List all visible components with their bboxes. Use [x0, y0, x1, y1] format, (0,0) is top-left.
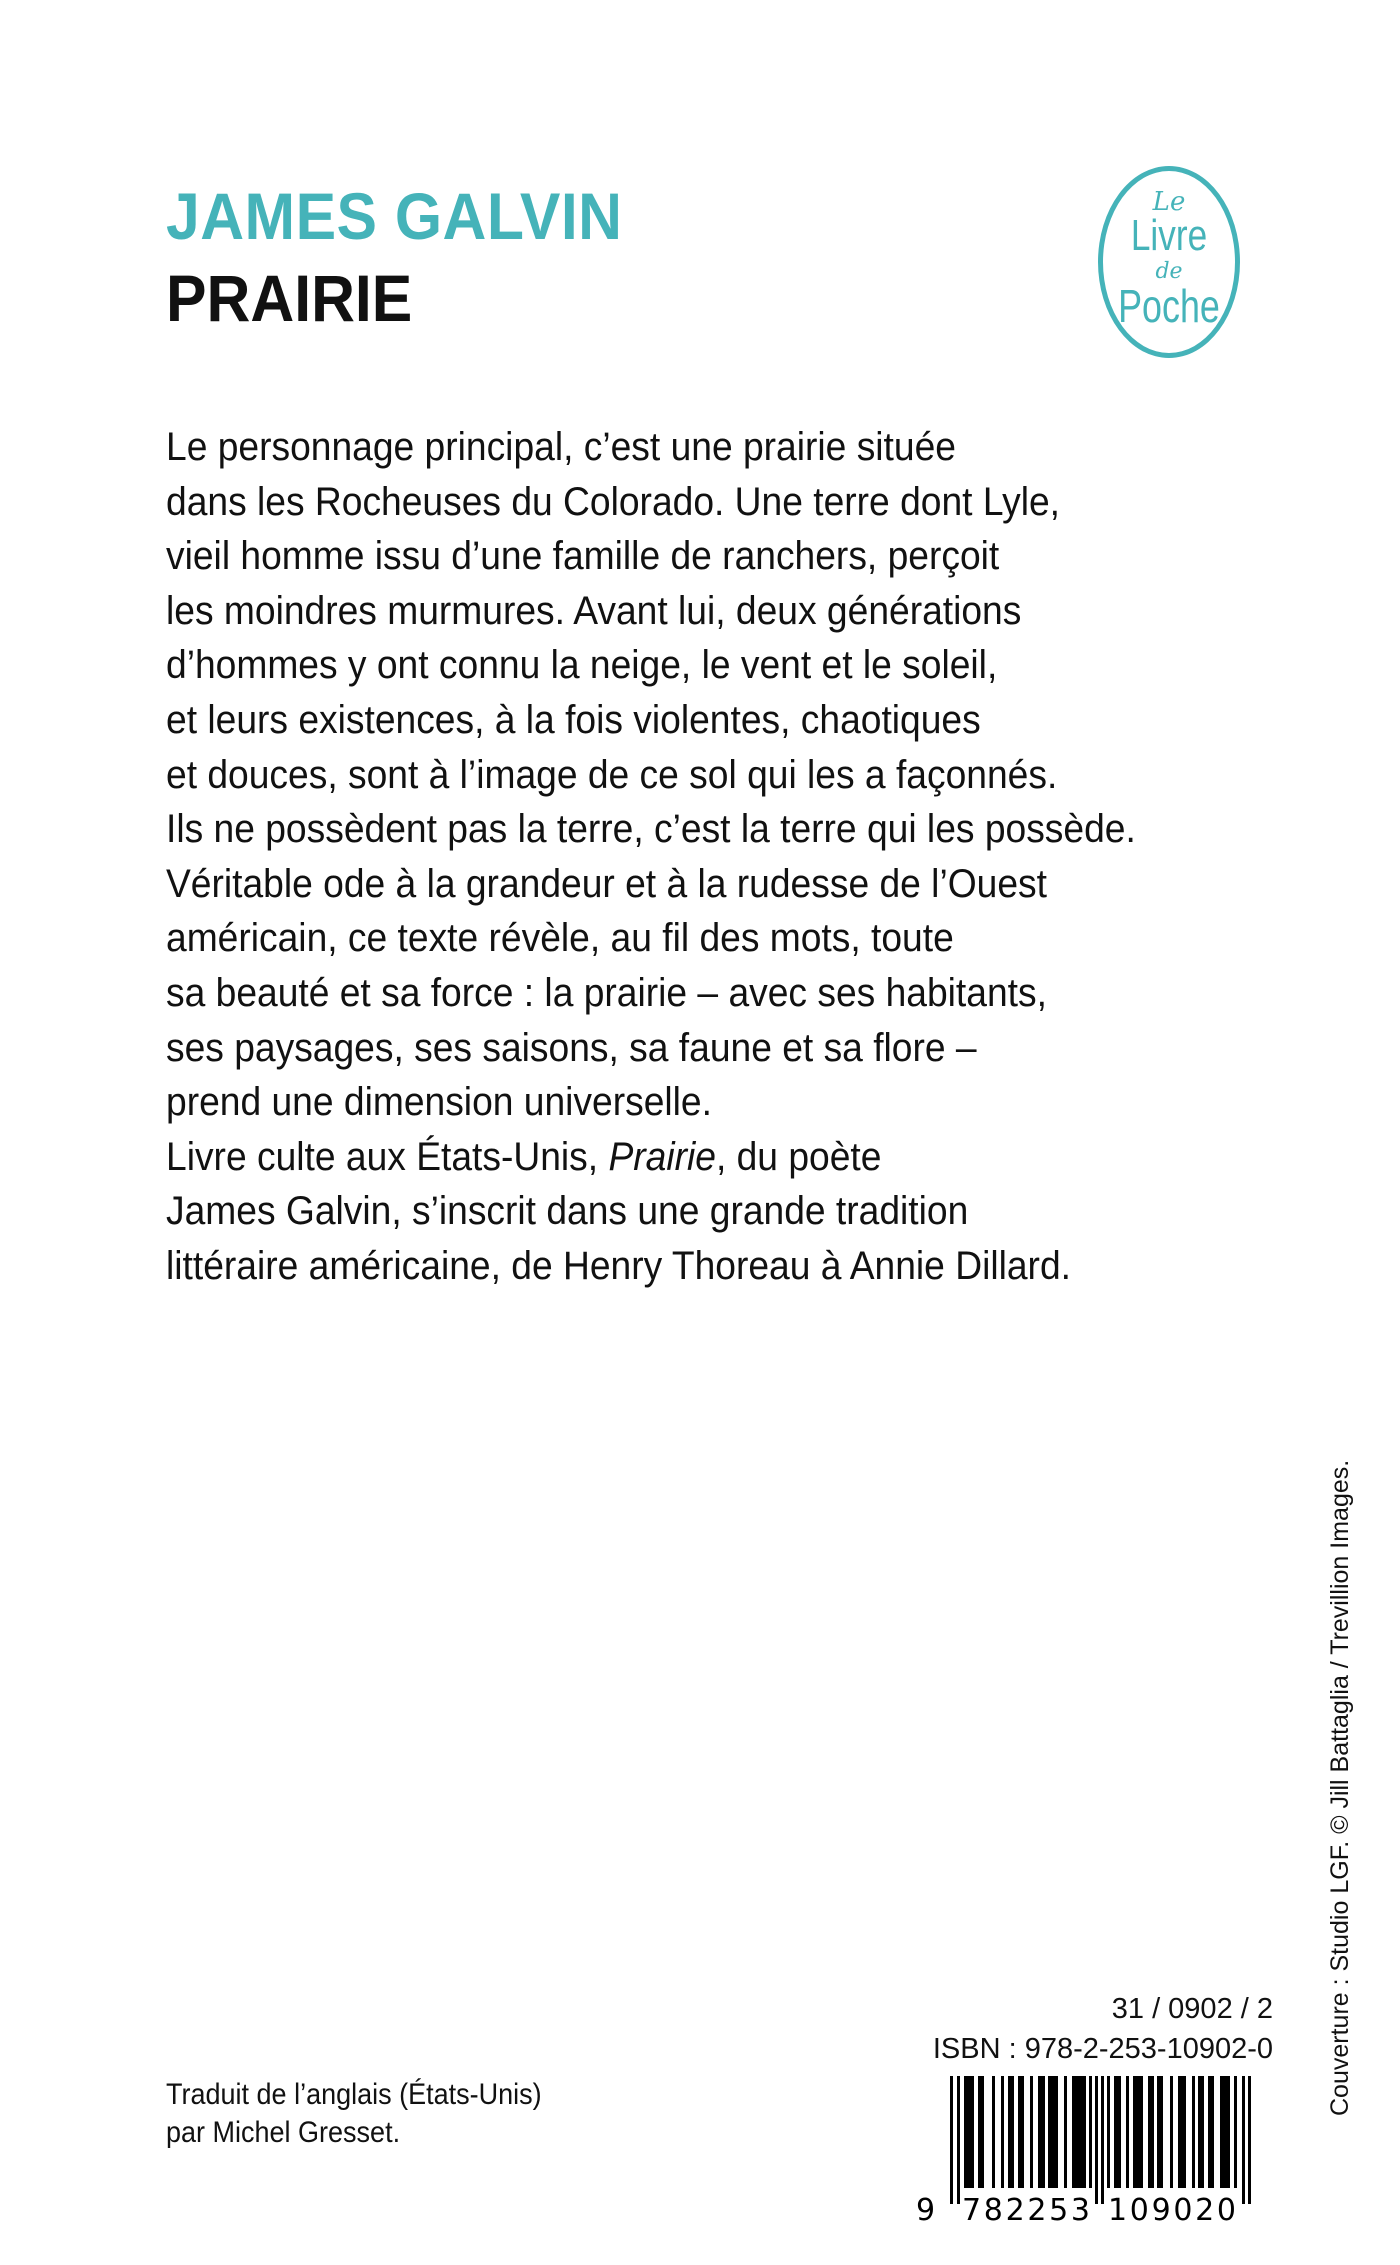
logo-text-le: Le [1152, 187, 1186, 217]
blurb-line: Ils ne possèdent pas la terre, c’est la terre qui les possède. [166, 807, 1136, 852]
catalog-code: 31 / 0902 / 2 [1111, 1993, 1273, 2025]
le-livre-de-poche-logo-icon [1098, 166, 1240, 358]
blurb-line: James Galvin, s’inscrit dans une grande tradition [166, 1189, 969, 1234]
blurb-line: d’hommes y ont connu la neige, le vent et le soleil, [166, 643, 998, 688]
logo-text-de: de [1155, 259, 1183, 284]
logo-text-poche: Poche [1118, 280, 1220, 332]
blurb-line: Véritable ode à la grandeur et à la rudesse de l’Ouest [166, 861, 1047, 906]
barcode-digit-first: 9 [916, 2193, 936, 2226]
blurb-line: sa beauté et sa force : la prairie – avec ses habitants, [166, 970, 1047, 1015]
barcode-digits-left: 782253 [962, 2193, 1090, 2226]
blurb-line: prend une dimension universelle. [166, 1080, 712, 1125]
blurb-title-italic: Prairie [608, 1134, 716, 1179]
blurb-line: et leurs existences, à la fois violentes, chaotiques [166, 697, 981, 742]
book-title: PRAIRIE [166, 261, 413, 335]
logo-text-livre: Livre [1130, 211, 1208, 260]
blurb-line: les moindres murmures. Avant lui, deux générations [166, 588, 1022, 633]
translator-line: par Michel Gresset. [166, 2116, 401, 2149]
cover-credit: Couverture : Studio LGF. © Jill Battaglia / Trevillion Images. [1326, 1459, 1354, 2116]
blurb-line: dans les Rocheuses du Colorado. Une terre dont Lyle, [166, 479, 1061, 524]
translator-credit [166, 2076, 542, 2152]
blurb-segment: , du poète [715, 1134, 882, 1179]
blurb-text [166, 420, 1296, 1294]
blurb-line: littéraire américaine, de Henry Thoreau à Annie Dillard. [166, 1243, 1071, 1288]
barcode-digits-right: 109020 [1108, 2193, 1236, 2226]
blurb-line: vieil homme issu d’une famille de ranchers, perçoit [166, 534, 1000, 579]
blurb-line: ses paysages, ses saisons, sa faune et sa flore – [166, 1025, 977, 1070]
barcode-icon [908, 2076, 1268, 2226]
author-name: JAMES GALVIN [166, 179, 623, 253]
blurb-line: Le personnage principal, c’est une prairie située [166, 425, 956, 469]
blurb-segment: Livre culte aux États-Unis, [166, 1134, 609, 1179]
isbn-text: ISBN : 978-2-253-10902-0 [932, 2033, 1273, 2065]
translator-line: Traduit de l’anglais (États-Unis) [166, 2078, 542, 2111]
blurb-line: et douces, sont à l’image de ce sol qui les a façonnés. [166, 752, 1058, 797]
blurb-line: américain, ce texte révèle, au fil des mots, toute [166, 916, 954, 961]
blurb-line [166, 1130, 1217, 1185]
